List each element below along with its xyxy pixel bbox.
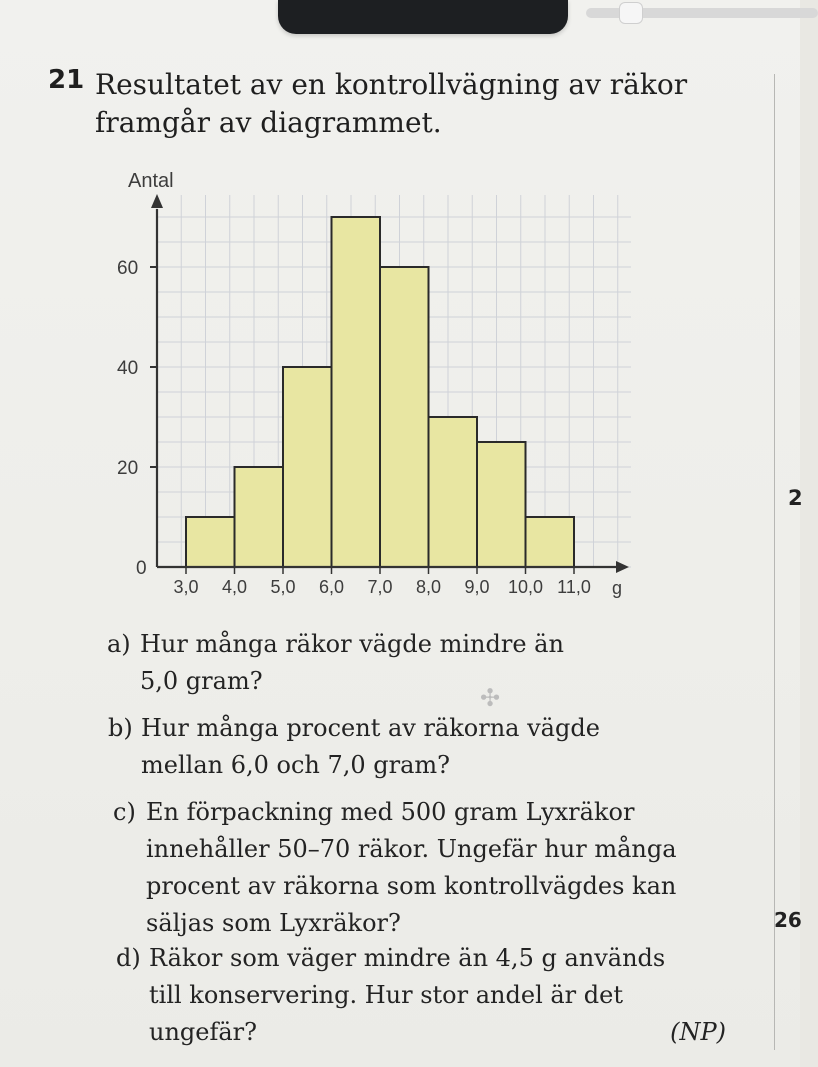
histogram-bar — [380, 267, 429, 567]
y-tick-label: 20 — [117, 458, 139, 479]
question-text: Hur många procent av räkorna vägde mellan 6,0 och 7,0 gram? — [141, 714, 600, 779]
x-tick-label: 8,0 — [415, 577, 442, 597]
histogram-bar — [186, 517, 235, 567]
x-tick-label: 3,0 — [173, 577, 199, 597]
right-edge-number: 26 — [774, 908, 802, 932]
histogram-bar — [283, 367, 332, 567]
question-a — [107, 626, 727, 700]
x-tick-label: 7,0 — [367, 577, 393, 597]
question-text: Räkor som väger mindre än 4,5 g används till konservering. Hur stor andel är det ungefär? — [149, 944, 666, 1046]
histogram-svg — [110, 160, 650, 610]
histogram-chart — [110, 160, 650, 610]
page-scroll-thumb[interactable] — [619, 2, 643, 24]
question-label: c) — [113, 798, 136, 826]
x-axis-unit-label: g — [612, 578, 623, 598]
top-device-bezel — [278, 0, 568, 34]
right-edge-number: 2 — [788, 486, 803, 510]
right-margin-rule — [774, 74, 775, 1050]
problem-statement: Resultatet av en kontrollvägning av räkor framgår av diagrammet. — [95, 68, 688, 139]
y-tick-label: 40 — [117, 358, 139, 379]
y-tick-label: 60 — [117, 258, 139, 279]
question-text: En förpackning med 500 gram Lyxräkor innehåller 50–70 räkor. Ungefär hur många procent av räkorna som kontrollvägdes kan säljas som Lyxräkor? — [146, 798, 677, 937]
histogram-bar — [332, 217, 381, 567]
x-tick-label: 9,0 — [464, 577, 490, 597]
question-label: a) — [107, 630, 131, 658]
problem-number: 21 — [48, 65, 85, 95]
question-label: b) — [108, 714, 133, 742]
y-tick-label: 0 — [136, 558, 147, 579]
question-b — [108, 710, 728, 784]
question-label: d) — [116, 944, 141, 972]
question-d — [116, 940, 726, 1051]
x-tick-label: 11,0 — [557, 577, 591, 597]
question-text: Hur många räkor vägde mindre än 5,0 gram? — [140, 630, 564, 695]
question-source-note: (NP) — [670, 1018, 726, 1046]
y-axis-label: Antal — [128, 170, 174, 192]
y-axis-arrow — [151, 194, 163, 208]
x-tick-label: 5,0 — [270, 577, 296, 597]
x-axis-arrow — [616, 561, 629, 573]
move-cursor-icon[interactable]: ✣ — [479, 684, 501, 712]
x-tick-label: 10,0 — [507, 577, 544, 597]
histogram-bar — [429, 417, 478, 567]
histogram-bar — [526, 517, 575, 567]
x-tick-label: 6,0 — [318, 577, 345, 597]
histogram-bar — [235, 467, 284, 567]
histogram-bar — [477, 442, 526, 567]
question-c — [113, 794, 743, 942]
x-tick-label: 4,0 — [221, 577, 248, 597]
